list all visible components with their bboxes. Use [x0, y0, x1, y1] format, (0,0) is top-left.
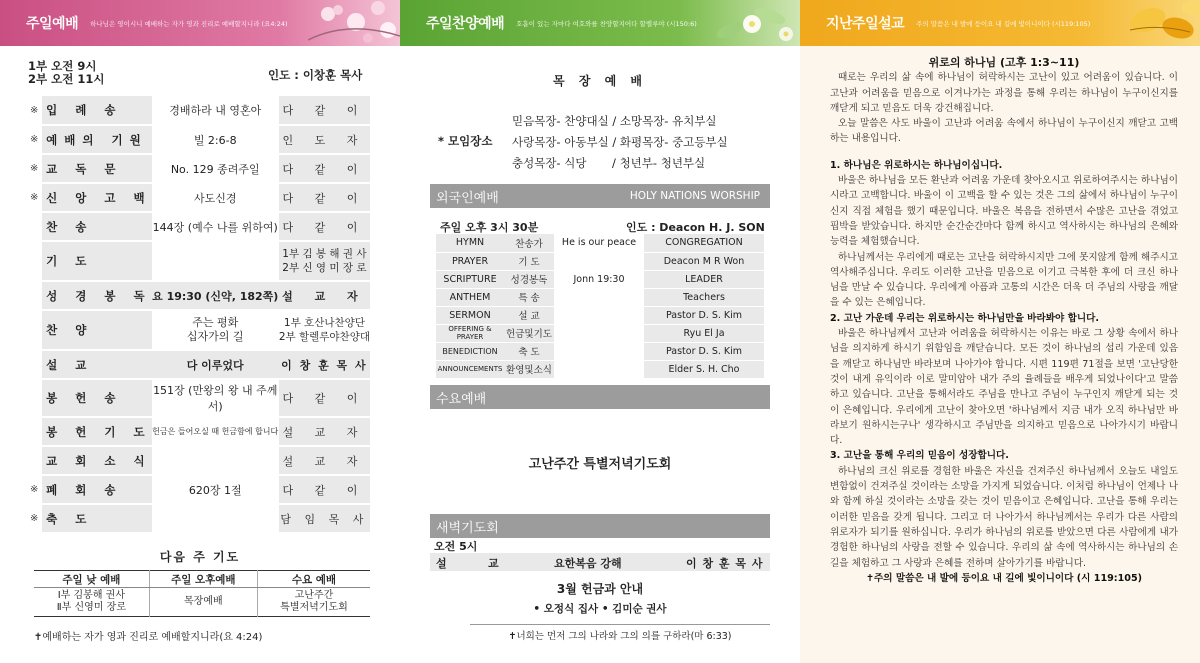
- choir-2: 2부 할렐루야찬양대: [278, 331, 370, 343]
- order-item-en: HYMN: [436, 234, 504, 252]
- order-item-name: 예배의 기원: [42, 125, 151, 154]
- order-item-en: ANNOUNCEMENTS: [436, 360, 504, 378]
- wednesday-prayer: [257, 588, 370, 617]
- order-item-content: Jonn 19:30: [554, 270, 644, 288]
- service-time-1: 1부 오전 9시: [28, 59, 97, 73]
- sermon-paragraph: 때로는 우리의 삶 속에 하나님이 허락하시는 고난이 있고 어려움이 있습니다. 이 고난과 어려움을 믿음으로 이겨나가는 과정을 통해 우리는 하나님이 누구이신지를 깨닫게 되고 믿음도 더욱 강건해집니다.: [830, 72, 1178, 114]
- order-item-content: [152, 241, 279, 281]
- standing-mark: [30, 310, 42, 350]
- order-item-ko: 축 도: [504, 342, 554, 360]
- sermon-label-2: 교: [488, 557, 499, 570]
- order-item-content: 620장 1절: [152, 475, 279, 504]
- order-item-ko: 성경봉독: [504, 270, 554, 288]
- table-row: [30, 310, 370, 350]
- service-times: [28, 60, 104, 86]
- panel-title: 주일예배: [26, 16, 79, 32]
- order-item-leader: CONGREGATION: [644, 234, 764, 252]
- order-item-ko: 찬송가: [504, 234, 554, 252]
- table-row: [30, 475, 370, 504]
- anthem-2: 십자가의 길: [186, 330, 244, 343]
- list-item: 충성목장- 식당 / 청년부- 청년부실: [512, 156, 706, 170]
- sermon-body: [830, 55, 1178, 586]
- order-item-name: 폐 회 송: [42, 475, 151, 504]
- order-item-name: 기 도: [42, 241, 151, 281]
- standing-mark: [30, 350, 42, 379]
- order-item-content: 빌 2:6-8: [152, 125, 279, 154]
- sunday-morning-prayers: [34, 588, 149, 617]
- standing-mark: ※: [30, 125, 42, 154]
- foreign-worship-bar: [430, 184, 770, 208]
- foreign-worship-table: [436, 234, 764, 379]
- standing-mark: [30, 446, 42, 475]
- order-item-name: 축 도: [42, 504, 151, 533]
- order-item-leader: 다 같 이: [279, 212, 370, 241]
- order-item-name: 설 교: [42, 350, 151, 379]
- order-item-leader: [279, 310, 370, 350]
- section-label: 외국인예배: [436, 190, 499, 206]
- order-item-ko: 환영및소식: [504, 360, 554, 378]
- order-item-content: [554, 360, 644, 378]
- dawn-prayer-bar: [430, 514, 770, 538]
- panel-title: 지난주일설교: [826, 16, 905, 32]
- order-item-leader: [279, 241, 370, 281]
- wednesday-worship-bar: [430, 385, 770, 409]
- section-label: 수요예배: [436, 391, 487, 407]
- order-item-en: SERMON: [436, 306, 504, 324]
- next-week-prayer-table: [34, 570, 370, 617]
- dawn-sermon-preacher: 이 창 훈 목 사: [686, 557, 764, 570]
- prayer-leader-1: 1부 김 봉 해 권 사: [282, 248, 367, 260]
- sermon-paragraph: 바울은 하나님께서 고난과 어려움을 허락하시는 이유는 바로 그 상황 속에서 하나님을 의지하게 하시기 위함임을 깨닫습니다. 모든 것이 하나님의 섭리 가운데 있음을 깨닫고 하나님만 바라보며 나아가야 합니다. 시편 119편 71절을 보면 '고난당한 것이 내게 유익이라 이로 말미암아 내가 주의 율례들을 배우게 되었나이다'고 말씀하고 있습니다. 고난을 통해서라도 주님을 만나고 주님이 누구인지 깨닫게 되는 것이 은혜입니다. 우리에게 고난이 찾아오면 '하나님께서 지금 내가 오직 하나님만 바라보기 원하시는구나' 생각하시고 주님만을 의지하고 믿음으로 나아가시기 바랍니다.: [830, 328, 1178, 447]
- section-label-en: HOLY NATIONS WORSHIP: [629, 190, 760, 202]
- section-label: 새벽기도회: [436, 520, 499, 536]
- foreign-worship-time: 주일 오후 3시 30분: [440, 221, 539, 234]
- order-item-en: OFFERING & PRAYER: [436, 324, 504, 342]
- order-item-content: 다 이루었다: [152, 350, 279, 379]
- table-row: [436, 342, 764, 360]
- order-item-leader: 다 같 이: [279, 475, 370, 504]
- offering-guide-names: • 오정식 집사 • 김미순 권사: [533, 603, 667, 615]
- table-row: [34, 588, 370, 617]
- meeting-place-label: * 모임장소: [438, 134, 493, 148]
- prayer-name: 고난주간: [294, 590, 334, 601]
- order-item-name: 교 회 소 식: [42, 446, 151, 475]
- order-item-content: [152, 310, 279, 350]
- order-item-leader: 담 임 목 사: [279, 504, 370, 533]
- panel-subtitle: 하나님은 영이시니 예배하는 자가 영과 진리로 예배할지니라 (요4:24): [90, 19, 288, 28]
- order-item-en: SCRIPTURE: [436, 270, 504, 288]
- table-row: [30, 379, 370, 417]
- footer-verse: ✝너희는 먼저 그의 나라와 그의 의를 구하라(마 6:33): [470, 624, 770, 642]
- order-item-leader: 다 같 이: [279, 183, 370, 212]
- sermon-paragraph: 오늘 말씀은 사도 바울이 고난과 어려움 속에서 하나님이 누구이신지 깨닫고 고백하는 내용입니다.: [830, 118, 1178, 145]
- table-row: [30, 212, 370, 241]
- order-item-leader: Elder S. H. Cho: [644, 360, 764, 378]
- sermon-label-1: 설: [436, 557, 447, 570]
- order-item-content: 헌금은 들어오실 때 헌금함에 합니다: [152, 417, 279, 446]
- table-row: [436, 270, 764, 288]
- table-row: [30, 96, 370, 125]
- prayer-name: Ⅱ부 신영미 장로: [56, 602, 126, 613]
- order-item-ko: 헌금및기도: [504, 324, 554, 342]
- order-item-name: 봉 헌 송: [42, 379, 151, 417]
- panel-subtitle: 호흡이 있는 자마다 여호와를 찬양할지어다 할렐루야 (시150:6): [516, 19, 697, 28]
- cell-group-title: 목 장 예 배: [553, 74, 647, 88]
- table-row: [436, 288, 764, 306]
- order-item-leader: Pastor D. S. Kim: [644, 342, 764, 360]
- praise-worship-header: [400, 0, 800, 46]
- order-item-content: [152, 504, 279, 533]
- table-row: [436, 324, 764, 342]
- standing-mark: ※: [30, 96, 42, 125]
- blossom-icon: [308, 0, 400, 46]
- order-item-leader: Ryu El Ja: [644, 324, 764, 342]
- last-sermon-panel: [800, 0, 1200, 663]
- order-item-content: 144장 (예수 나를 위하여): [152, 212, 279, 241]
- order-item-content: 요 19:30 (신약, 182쪽): [152, 281, 279, 310]
- order-item-name: 교 독 문: [42, 154, 151, 183]
- order-item-ko: 설 교: [504, 306, 554, 324]
- order-item-leader: 다 같 이: [279, 154, 370, 183]
- dawn-prayer-row: [430, 553, 770, 571]
- order-item-leader: LEADER: [644, 270, 764, 288]
- order-item-leader: 설 교 자: [279, 281, 370, 310]
- order-item-leader: Pastor D. S. Kim: [644, 306, 764, 324]
- offering-guide-title: 3월 헌금과 안내: [556, 582, 644, 596]
- order-item-name: 봉 헌 기 도: [42, 417, 151, 446]
- panel-title: 주일찬양예배: [426, 16, 505, 32]
- footer-verse: ✝주의 말씀은 내 발에 등이요 내 길에 빛이니이다 (시 119:105): [865, 572, 1143, 584]
- table-row: [436, 234, 764, 252]
- praise-worship-panel: [400, 0, 800, 663]
- standing-mark: [30, 281, 42, 310]
- table-header-row: [34, 571, 370, 588]
- sermon-title: 위로의 하나님 (고후 1:3~11): [928, 56, 1080, 69]
- order-item-leader: 다 같 이: [279, 379, 370, 417]
- sunday-worship-panel: [0, 0, 400, 663]
- order-item-ko: 특 송: [504, 288, 554, 306]
- sunday-worship-header: [0, 0, 400, 46]
- standing-mark: [30, 241, 42, 281]
- last-sermon-header: [800, 0, 1200, 46]
- order-item-content: [152, 446, 279, 475]
- order-item-name: 찬 송: [42, 212, 151, 241]
- list-item: 믿음목장- 찬양대실 / 소망목장- 유치부실: [512, 114, 717, 128]
- order-item-name: 찬 양: [42, 310, 151, 350]
- anthem-1: 주는 평화: [192, 316, 239, 329]
- sunday-afternoon-prayer: 목장예배: [149, 588, 257, 617]
- column-header: 주일 낮 예배: [34, 571, 149, 588]
- table-row: [436, 252, 764, 270]
- order-item-content: No. 129 종려주일: [152, 154, 279, 183]
- order-item-name: 신 앙 고 백: [42, 183, 151, 212]
- order-item-content: 151장 (만왕의 왕 내 주께서): [152, 379, 279, 417]
- order-item-content: [554, 306, 644, 324]
- table-row: [30, 446, 370, 475]
- order-item-content: [554, 324, 644, 342]
- table-row: [30, 154, 370, 183]
- order-item-content: [554, 252, 644, 270]
- standing-mark: ※: [30, 183, 42, 212]
- order-item-content: [554, 342, 644, 360]
- order-item-name: 입 례 송: [42, 96, 151, 125]
- table-row: [436, 306, 764, 324]
- dawn-sermon-content: 요한복음 강해: [554, 557, 622, 570]
- column-header: 수요 예배: [257, 571, 370, 588]
- standing-mark: [30, 417, 42, 446]
- sermon-paragraph: 하나님의 크신 위로를 경험한 바울은 자신을 건져주신 하나님께서 오늘도 내일도 변함없이 건져주실 것이라는 소망을 가지게 되었습니다. 이처럼 하나님이 언제나 나와 함께 하실 것이라는 소망을 갖는 것이 믿음이고 은혜입니다. 고난을 통해 우리는 이러한 믿음을 갖게 됩니다. 그리고 더 나아가서 하나님께서는 우리가 다른 사람의 위로자가 되기를 원하십니다. 우리가 하나님의 위로를 받았으면 다른 사람에게 내가 경험한 하나님의 사랑을 전할 수 있습니다. 우리의 삶 속에 역사하시는 하나님의 손길을 체험하고 그 사랑과 은혜를 전하며 살아가기를 바랍니다.: [830, 465, 1178, 569]
- standing-mark: ※: [30, 475, 42, 504]
- standing-mark: [30, 379, 42, 417]
- order-item-name: 성 경 봉 독: [42, 281, 151, 310]
- sermon-point-heading: 1. 하나님은 위로하시는 하나님이십니다.: [830, 159, 1003, 171]
- choir-1: 1부 호산나찬양단: [283, 317, 365, 329]
- dawn-prayer-time: 오전 5시: [434, 540, 478, 553]
- order-of-worship-table: [30, 96, 370, 534]
- order-item-content: He is our peace: [554, 234, 644, 252]
- order-item-content: 경배하라 내 영혼아: [152, 96, 279, 125]
- order-item-leader: 이 창 훈 목 사: [279, 350, 370, 379]
- order-item-ko: 기 도: [504, 252, 554, 270]
- order-item-leader: 인 도 자: [279, 125, 370, 154]
- column-header: 주일 오후예배: [149, 571, 257, 588]
- prayer-leader-2: 2부 신 영 미 장 로: [282, 262, 367, 274]
- order-item-leader: Deacon M R Won: [644, 252, 764, 270]
- table-row: [30, 350, 370, 379]
- table-row: [30, 125, 370, 154]
- order-item-leader: 설 교 자: [279, 417, 370, 446]
- order-item-leader: 설 교 자: [279, 446, 370, 475]
- meeting-place-list: [512, 111, 728, 174]
- foreign-worship-leader: 인도 : Deacon H. J. SON: [626, 221, 765, 234]
- panel-subtitle: 주의 말씀은 내 발에 등이요 내 길에 빛이니이다 (시119:105): [916, 19, 1091, 28]
- sermon-point-heading: 2. 고난 가운데 우리는 위로하시는 하나님만을 바라봐야 합니다.: [830, 312, 1100, 324]
- table-row: [30, 504, 370, 533]
- sermon-paragraph: 하나님께서는 우리에게 때로는 고난을 허락하시지만 그에 못지않게 함께 해주시고 역사해주십니다. 우리도 이러한 고난을 믿음으로 이기고 극복한 후에 더 크신 하나님을 만날 수 있습니다. 우리에게 아픔과 고통의 시간은 더욱 더 주님의 사랑을 깨달을 수 있는 은혜입니다.: [830, 251, 1178, 309]
- table-row: [30, 183, 370, 212]
- standing-mark: ※: [30, 504, 42, 533]
- next-week-prayer-title: 다음 주 기도: [159, 550, 241, 564]
- table-row: [30, 417, 370, 446]
- sermon-paragraph: 바울은 하나님을 모든 환난과 어려움 가운데 찾아오시고 위로하여주시는 하나님이시라고 고백합니다. 바울이 이 고백을 할 수 있는 것은 그의 삶에서 하나님이 누구이신지 직접 체험을 했기 때문입니다. 바울은 복음을 전하면서 수많은 고난을 겪었고 핍박을 받았습니다. 하지만 순간순간마다 함께 하시고 역사하시는 하나님의 은혜와 능력을 체험했습니다.: [830, 175, 1178, 248]
- sermon-point-heading: 3. 고난을 통해 우리의 믿음이 성장합니다.: [830, 450, 1009, 462]
- prayer-name: 특별저녁기도회: [280, 602, 348, 613]
- order-item-content: [554, 288, 644, 306]
- leaf-flower-icon: [708, 0, 800, 46]
- order-item-leader: 다 같 이: [279, 96, 370, 125]
- order-item-en: BENEDICTION: [436, 342, 504, 360]
- table-row: [30, 281, 370, 310]
- autumn-leaf-icon: [1108, 0, 1200, 46]
- list-item: 사랑목장- 아동부실 / 화평목장- 중고등부실: [512, 135, 728, 149]
- order-item-en: ANTHEM: [436, 288, 504, 306]
- order-item-leader: Teachers: [644, 288, 764, 306]
- table-row: [30, 241, 370, 281]
- standing-mark: [30, 212, 42, 241]
- wednesday-worship-title: 고난주간 특별저녁기도회: [528, 457, 672, 472]
- table-row: [436, 360, 764, 378]
- spacer: [830, 147, 1178, 158]
- footer-verse: ✝예배하는 자가 영과 진리로 예배할지니라(요 4:24): [34, 632, 263, 643]
- service-time-2: 2부 오전 11시: [28, 72, 105, 86]
- prayer-name: Ⅰ부 김봉해 권사: [57, 590, 125, 601]
- order-item-en: PRAYER: [436, 252, 504, 270]
- worship-leader: 인도 : 이창훈 목사: [268, 68, 363, 82]
- standing-mark: ※: [30, 154, 42, 183]
- order-item-content: 사도신경: [152, 183, 279, 212]
